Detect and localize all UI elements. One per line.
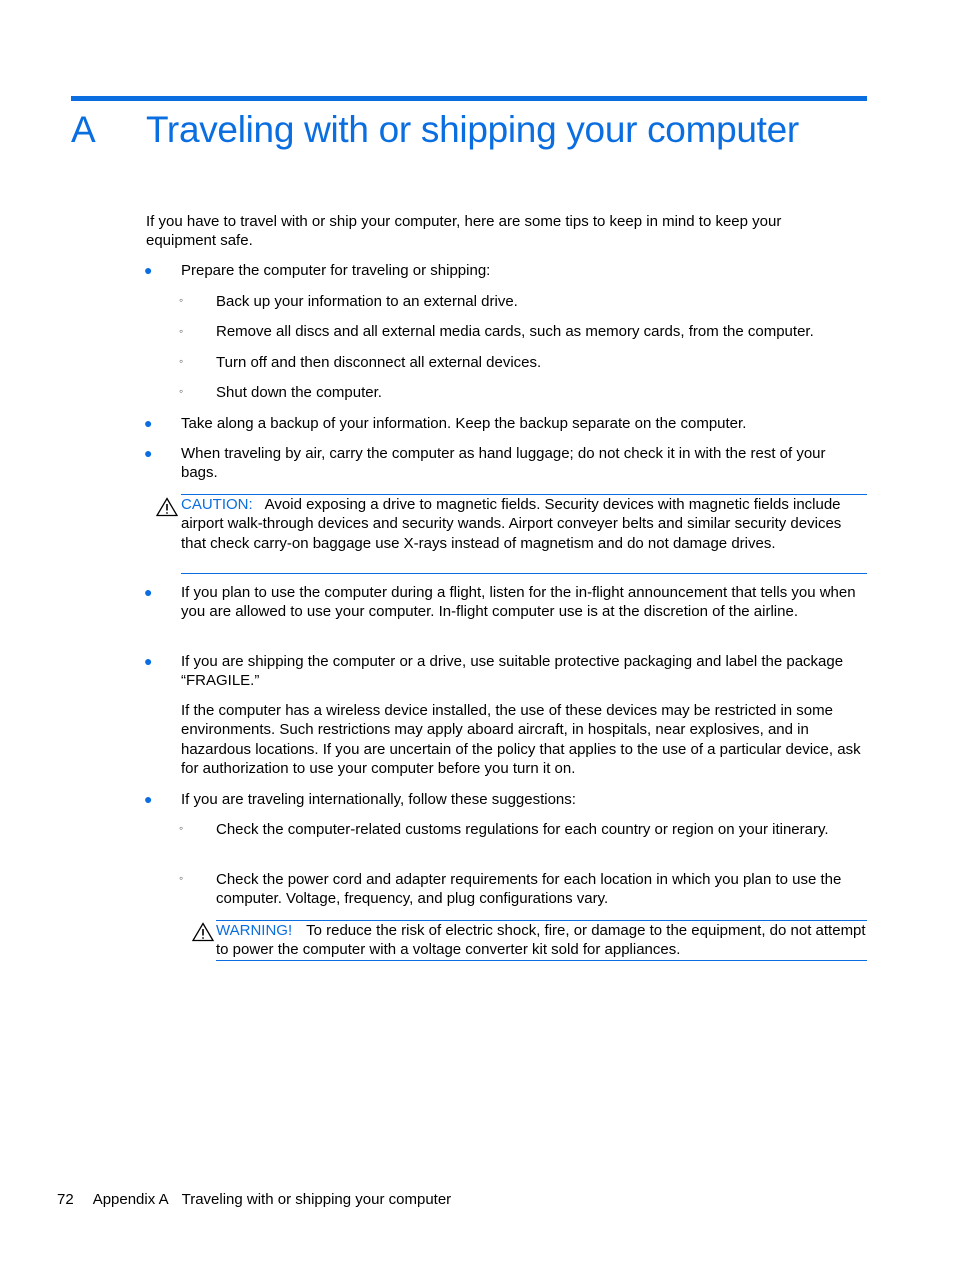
list-item-shipping: If you are shipping the computer or a drive, use suitable protective packaging and label the package “FRAGILE.” — [181, 653, 844, 690]
warning-triangle-icon — [192, 922, 214, 942]
caution-text: Avoid exposing a drive to magnetic fields. Security devices with magnetic fields include airport walk-through devices and security wands. Airport conveyer belts and similar security devices that check carry-on baggage use X-rays instead of magnetism and do not damage drives. — [181, 496, 842, 552]
chapter-title: Traveling with or shipping your computer — [146, 109, 799, 150]
bullet-icon: ● — [144, 584, 153, 600]
list-item-step: Check the computer-related customs regulations for each country or region on your itinerary. — [216, 821, 829, 838]
chapter-letter: A — [71, 109, 96, 150]
warning-text: To reduce the risk of electric shock, fire, or damage to the equipment, do not attempt to power the computer with a voltage converter kit sold for appliances. — [216, 922, 866, 959]
intro-paragraph: If you have to travel with or ship your computer, here are some tips to keep in mind to keep your equipment safe. — [146, 213, 782, 250]
subbullet-icon: ◦ — [179, 324, 184, 338]
warning-note — [216, 920, 867, 961]
page-footer — [57, 1190, 451, 1210]
list-item-prepare: Prepare the computer for traveling or shipping: — [181, 262, 491, 279]
warning-label: WARNING! — [216, 922, 293, 939]
chapter-rule — [71, 96, 867, 101]
list-item-step: Remove all discs and all external media cards, such as memory cards, from the computer. — [216, 323, 814, 340]
bullet-icon: ● — [144, 262, 153, 278]
list-item-flight: If you plan to use the computer during a flight, listen for the in-flight announcement that tells you when you are allowed to use your computer. In-flight computer use is at the discretion of the airline. — [181, 584, 856, 621]
subbullet-icon: ◦ — [179, 293, 184, 307]
bullet-icon: ● — [144, 445, 153, 461]
list-item-step: Shut down the computer. — [216, 384, 382, 401]
list-item-international: If you are traveling internationally, follow these suggestions: — [181, 791, 576, 808]
footer-section: Appendix A — [92, 1191, 169, 1208]
bullet-icon: ● — [144, 415, 153, 431]
list-item-air: When traveling by air, carry the computer as hand luggage; do not check it in with the rest of your bags. — [181, 445, 826, 482]
page-number: 72 — [57, 1191, 74, 1208]
list-item-backup: Take along a backup of your information. Keep the backup separate on the computer. — [181, 415, 747, 432]
bullet-icon: ● — [144, 653, 153, 669]
subbullet-icon: ◦ — [179, 821, 184, 835]
subbullet-icon: ◦ — [179, 354, 184, 368]
list-item-step: Turn off and then disconnect all external devices. — [216, 354, 542, 371]
caution-note — [181, 494, 867, 574]
footer-title: Traveling with or shipping your computer — [181, 1191, 452, 1208]
wireless-paragraph: If the computer has a wireless device installed, the use of these devices may be restricted in some environments. Such restrictions may apply aboard aircraft, in hospitals, near explosives, and in hazardous locations. If you are uncertain of the policy that applies to the use of a particular device, ask for authorization to use your computer before you turn it on. — [181, 702, 861, 778]
warning-triangle-icon — [156, 497, 178, 517]
caution-label: CAUTION: — [181, 496, 253, 513]
subbullet-icon: ◦ — [179, 384, 184, 398]
list-item-step: Back up your information to an external drive. — [216, 293, 518, 310]
list-item-step: Check the power cord and adapter requirements for each location in which you plan to use the computer. Voltage, frequency, and plug configurations vary. — [216, 871, 842, 908]
subbullet-icon: ◦ — [179, 871, 184, 885]
bullet-icon: ● — [144, 791, 153, 807]
